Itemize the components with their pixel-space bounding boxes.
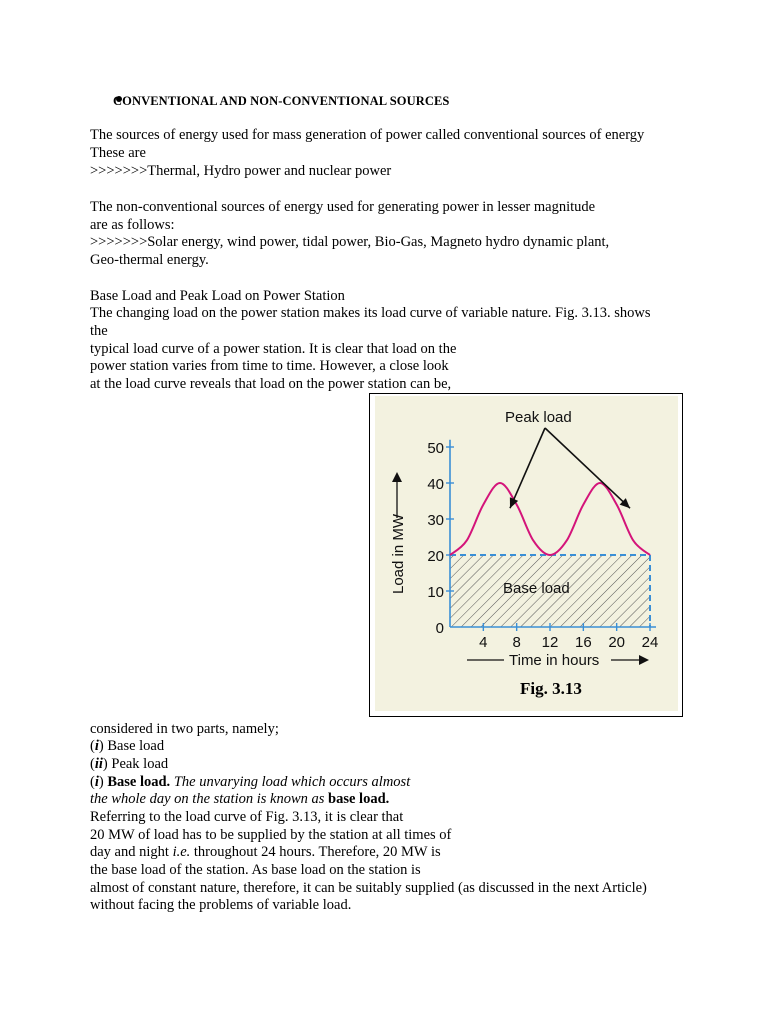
text-line: typical load curve of a power station. It is clear that load on the <box>90 341 457 357</box>
y-tick-label: 40 <box>427 476 444 493</box>
text-line: The non-conventional sources of energy used for generating power in lesser magnitude <box>90 199 596 215</box>
load-curve <box>450 483 650 555</box>
text-line: >>>>>>>Thermal, Hydro power and nuclear power <box>90 163 392 179</box>
text-line: (ii) Peak load <box>90 756 169 772</box>
text-line: the base load of the station. As base load on the station is <box>90 862 421 878</box>
y-tick-label: 30 <box>427 512 444 529</box>
y-tick-label: 10 <box>427 584 444 601</box>
x-axis-label: Time in hours <box>509 652 600 669</box>
text-line: 20 MW of load has to be supplied by the station at all times of <box>90 827 452 843</box>
x-tick-label: 16 <box>574 634 592 651</box>
text-line: almost of constant nature, therefore, it can be suitably supplied (as discussed in the next Article) <box>90 880 647 896</box>
y-tick-label: 20 <box>427 548 444 565</box>
y-tick-label: 50 <box>427 440 444 457</box>
text-line: day and night i.e. throughout 24 hours. Therefore, 20 MW is <box>90 844 441 860</box>
text-line: Referring to the load curve of Fig. 3.13, it is clear that <box>90 809 404 825</box>
text-line: >>>>>>>Solar energy, wind power, tidal power, Bio-Gas, Magneto hydro dynamic plant, <box>90 234 610 250</box>
text-line: (i) Base load. The unvarying load which occurs almost <box>90 774 411 790</box>
base-load-label: Base load <box>503 580 570 597</box>
y-axis-label: Load in MW <box>390 513 407 594</box>
x-axis-label-group <box>467 652 649 669</box>
text-line: power station varies from time to time. However, a close look <box>90 358 449 374</box>
text-line: The changing load on the power station makes its load curve of variable nature. Fig. 3.13. shows <box>90 305 651 321</box>
text-line: (i) Base load <box>90 738 165 754</box>
curve-group <box>450 483 650 555</box>
text-line: at the load curve reveals that load on the power station can be, <box>90 376 452 392</box>
x-tick-label: 24 <box>641 634 659 651</box>
y-tick-label: 0 <box>435 620 444 637</box>
x-tick-label: 20 <box>608 634 626 651</box>
text-line: These are <box>90 145 146 161</box>
peak-arrow-line <box>510 428 545 508</box>
load-curve-chart <box>375 396 678 686</box>
x-tick-label: 12 <box>541 634 559 651</box>
figure-caption: Fig. 3.13 <box>520 679 582 698</box>
text-line: the whole day on the station is known as base load. <box>90 791 390 807</box>
x-tick-label: 8 <box>512 634 521 651</box>
section-heading: CONVENTIONAL AND NON-CONVENTIONAL SOURCES <box>113 94 450 108</box>
text-line: The sources of energy used for mass generation of power called conventional sources of energy <box>90 127 645 143</box>
text-line: without facing the problems of variable load. <box>90 897 352 913</box>
x-tick-label: 4 <box>479 634 488 651</box>
y-axis-label-group <box>390 472 407 594</box>
peak-load-label: Peak load <box>505 409 572 426</box>
text-line: considered in two parts, namely; <box>90 721 279 737</box>
text-line: are as follows: <box>90 217 175 233</box>
text-line: Geo-thermal energy. <box>90 252 209 268</box>
text-line: Base Load and Peak Load on Power Station <box>90 288 345 304</box>
text-line: the <box>90 323 108 339</box>
